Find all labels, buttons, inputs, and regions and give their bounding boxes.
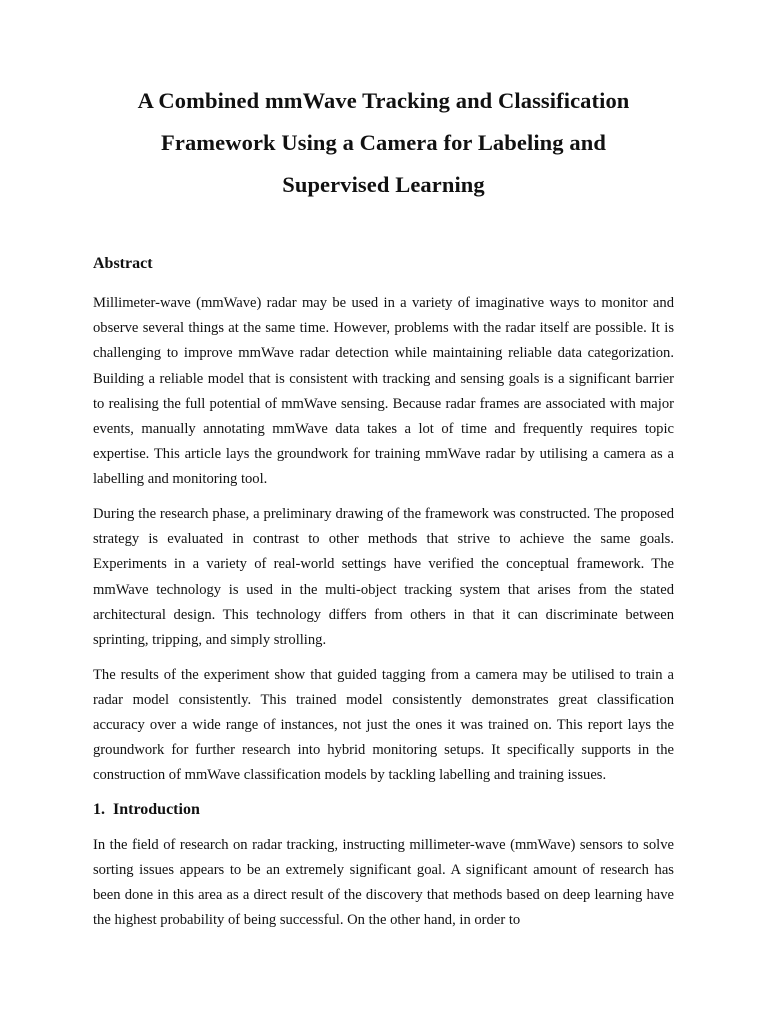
section-title: Introduction (113, 800, 200, 818)
abstract-heading: Abstract (93, 255, 153, 272)
abstract-paragraph: Millimeter-wave (mmWave) radar may be used in a variety of imaginative ways to monitor and observe several things at the same time. However, problems with the radar itself are possible. It is challenging to improve mmWave radar detection while maintaining reliable data categorization. Building a reliable model that is consistent with tracking and sensing goals is a significant barrier to realising the full potential of mmWave sensing. Because radar frames are associated with major events, manually annotating mmWave data takes a lot of time and frequently requires topic expertise. This article lays the groundwork for training mmWave radar by utilising a camera as a labelling and monitoring tool. (93, 295, 674, 488)
introduction-paragraph: In the field of research on radar tracking, instructing millimeter-wave (mmWave) sensors to solve sorting issues appears to be an extremely significant goal. A significant amount of research has been done in this area as a direct result of the discovery that methods based on deep learning have the highest probability of being successful. On the other hand, in order to (93, 836, 674, 929)
section-number: 1. (93, 800, 105, 818)
paper-title (93, 80, 674, 206)
abstract-paragraph: The results of the experiment show that guided tagging from a camera may be utilised to train a radar model consistently. This trained model consistently demonstrates great classification accuracy over a wide range of instances, not just the ones it was trained on. This report lays the groundwork for further research into hybrid monitoring setups. It specifically supports in the construction of mmWave classification models by tackling labelling and training issues. (93, 666, 674, 784)
title-line: A Combined mmWave Tracking and Classification (137, 88, 630, 113)
title-line: Framework Using a Camera for Labeling and (161, 130, 606, 155)
introduction-heading (93, 800, 674, 820)
abstract-paragraph: During the research phase, a preliminary drawing of the framework was constructed. The proposed strategy is evaluated in contrast to other methods that strive to achieve the same goals. Experiments in a variety of real-world settings have verified the conceptual framework. The mmWave technology is used in the multi-object tracking system that arises from the stated architectural design. This technology differs from others in that it can discriminate between sprinting, tripping, and simply strolling. (93, 506, 674, 649)
paper-page (93, 80, 674, 933)
title-line: Supervised Learning (282, 172, 485, 197)
